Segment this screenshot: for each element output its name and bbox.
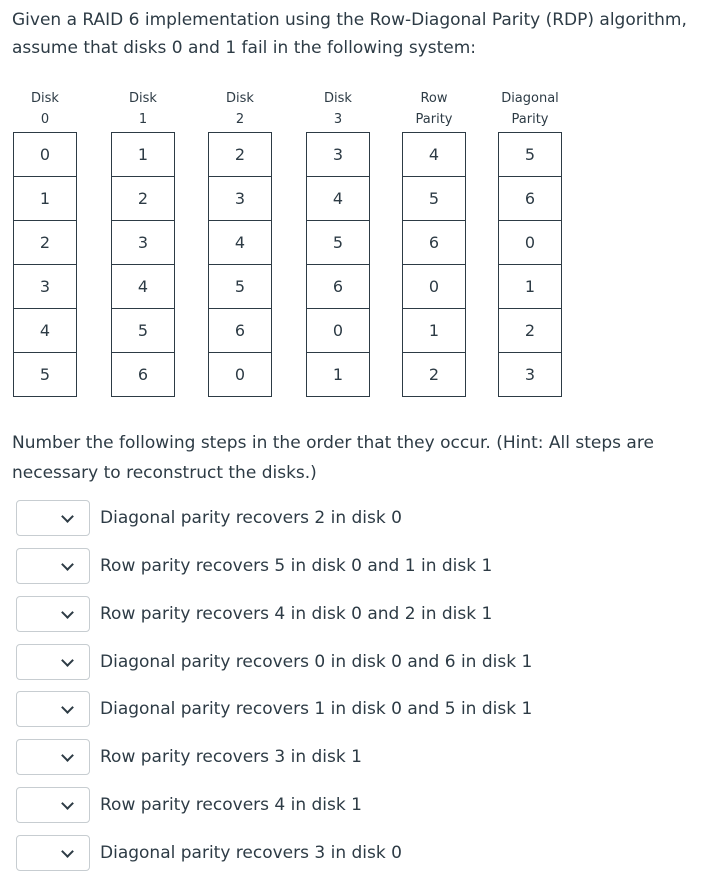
- disk-block-cell: 3: [14, 265, 76, 309]
- disk-block-stack: [498, 132, 562, 397]
- disk-label-line-2: 3: [333, 112, 343, 127]
- disk-column: [306, 88, 370, 397]
- disk-block-cell: 2: [209, 133, 271, 177]
- step-text: Row parity recovers 5 in disk 0 and 1 in disk 1: [100, 556, 493, 576]
- disk-label-line-1: Disk: [31, 91, 59, 106]
- disk-label-line-1: Row: [420, 91, 448, 106]
- disk-label: [208, 88, 272, 132]
- disk-block-cell: 5: [403, 177, 465, 221]
- disk-block-cell: 1: [307, 353, 369, 397]
- disk-block-cell: 0: [14, 133, 76, 177]
- disk-block-cell: 1: [14, 177, 76, 221]
- step-row: [16, 498, 696, 538]
- disk-column: [13, 88, 77, 397]
- disk-block-cell: 5: [209, 265, 271, 309]
- step-text: Diagonal parity recovers 0 in disk 0 and 6 in disk 1: [100, 652, 533, 672]
- disk-block-cell: 4: [14, 309, 76, 353]
- disk-block-cell: 4: [112, 265, 174, 309]
- disk-label-line-1: Diagonal: [501, 91, 559, 106]
- step-text: Diagonal parity recovers 2 in disk 0: [100, 508, 402, 528]
- disk-block-cell: 3: [209, 177, 271, 221]
- question-line-2: necessary to reconstruct the disks.): [12, 463, 317, 483]
- disk-block-cell: 1: [112, 133, 174, 177]
- disk-label: [13, 88, 77, 132]
- disk-block-cell: 0: [209, 353, 271, 397]
- disk-block-cell: 2: [112, 177, 174, 221]
- order-dropdown[interactable]: [16, 739, 90, 775]
- disk-label-line-1: Disk: [324, 91, 352, 106]
- chevron-down-icon: [61, 654, 74, 667]
- chevron-down-icon: [61, 558, 74, 571]
- disk-block-cell: 1: [403, 309, 465, 353]
- disk-label-line-2: 0: [40, 112, 50, 127]
- problem-statement: [12, 6, 696, 62]
- problem-statement-line-2: assume that disks 0 and 1 fail in the following system:: [12, 38, 477, 58]
- disk-block-stack: [13, 132, 77, 397]
- problem-statement-line-1: Given a RAID 6 implementation using the Row-Diagonal Parity (RDP) algorithm,: [12, 10, 687, 30]
- disk-label: [402, 88, 466, 132]
- step-text: Diagonal parity recovers 1 in disk 0 and 5 in disk 1: [100, 699, 533, 719]
- disk-block-cell: 3: [307, 133, 369, 177]
- chevron-down-icon: [61, 845, 74, 858]
- disk-block-cell: 4: [209, 221, 271, 265]
- disk-block-cell: 4: [403, 133, 465, 177]
- disk-block-stack: [402, 132, 466, 397]
- disk-block-cell: 6: [112, 353, 174, 397]
- step-row: [16, 689, 696, 729]
- disk-column: [111, 88, 175, 397]
- disk-label: [306, 88, 370, 132]
- disk-block-cell: 0: [307, 309, 369, 353]
- disk-block-cell: 3: [499, 353, 561, 397]
- order-dropdown[interactable]: [16, 548, 90, 584]
- disk-label-line-2: Parity: [511, 112, 549, 127]
- disk-column: [402, 88, 466, 397]
- chevron-down-icon: [61, 510, 74, 523]
- step-text: Row parity recovers 4 in disk 0 and 2 in disk 1: [100, 604, 493, 624]
- step-row: [16, 833, 696, 873]
- step-text: Row parity recovers 3 in disk 1: [100, 747, 362, 767]
- disk-block-stack: [111, 132, 175, 397]
- order-dropdown[interactable]: [16, 596, 90, 632]
- disk-block-cell: 4: [307, 177, 369, 221]
- question-text: [12, 428, 692, 488]
- order-dropdown[interactable]: [16, 787, 90, 823]
- disk-label: [498, 88, 562, 132]
- disk-block-cell: 0: [403, 265, 465, 309]
- disk-label-line-2: 2: [235, 112, 245, 127]
- step-row: [16, 546, 696, 586]
- order-dropdown[interactable]: [16, 691, 90, 727]
- disk-block-cell: 5: [307, 221, 369, 265]
- disk-block-cell: 6: [499, 177, 561, 221]
- question-line-1: Number the following steps in the order that they occur. (Hint: All steps are: [12, 433, 654, 453]
- step-row: [16, 737, 696, 777]
- order-dropdown[interactable]: [16, 644, 90, 680]
- disk-block-cell: 3: [112, 221, 174, 265]
- step-row: [16, 642, 696, 682]
- disk-label: [111, 88, 175, 132]
- disk-column: [208, 88, 272, 397]
- disk-block-cell: 2: [403, 353, 465, 397]
- disk-block-stack: [306, 132, 370, 397]
- disk-block-stack: [208, 132, 272, 397]
- disk-label-line-1: Disk: [129, 91, 157, 106]
- step-row: [16, 785, 696, 825]
- step-row: [16, 594, 696, 634]
- disk-label-line-1: Disk: [226, 91, 254, 106]
- chevron-down-icon: [61, 749, 74, 762]
- disk-block-cell: 5: [14, 353, 76, 397]
- disk-block-cell: 0: [499, 221, 561, 265]
- disk-label-line-2: Parity: [415, 112, 453, 127]
- disk-block-cell: 2: [14, 221, 76, 265]
- disk-column: [498, 88, 562, 397]
- disk-block-cell: 2: [499, 309, 561, 353]
- step-text: Diagonal parity recovers 3 in disk 0: [100, 843, 402, 863]
- disk-block-cell: 1: [499, 265, 561, 309]
- order-dropdown[interactable]: [16, 500, 90, 536]
- order-dropdown[interactable]: [16, 835, 90, 871]
- disk-block-cell: 6: [307, 265, 369, 309]
- disk-block-cell: 5: [112, 309, 174, 353]
- disk-block-cell: 6: [403, 221, 465, 265]
- disk-block-cell: 5: [499, 133, 561, 177]
- step-text: Row parity recovers 4 in disk 1: [100, 795, 362, 815]
- disk-label-line-2: 1: [138, 112, 148, 127]
- chevron-down-icon: [61, 606, 74, 619]
- disk-block-cell: 6: [209, 309, 271, 353]
- chevron-down-icon: [61, 797, 74, 810]
- chevron-down-icon: [61, 701, 74, 714]
